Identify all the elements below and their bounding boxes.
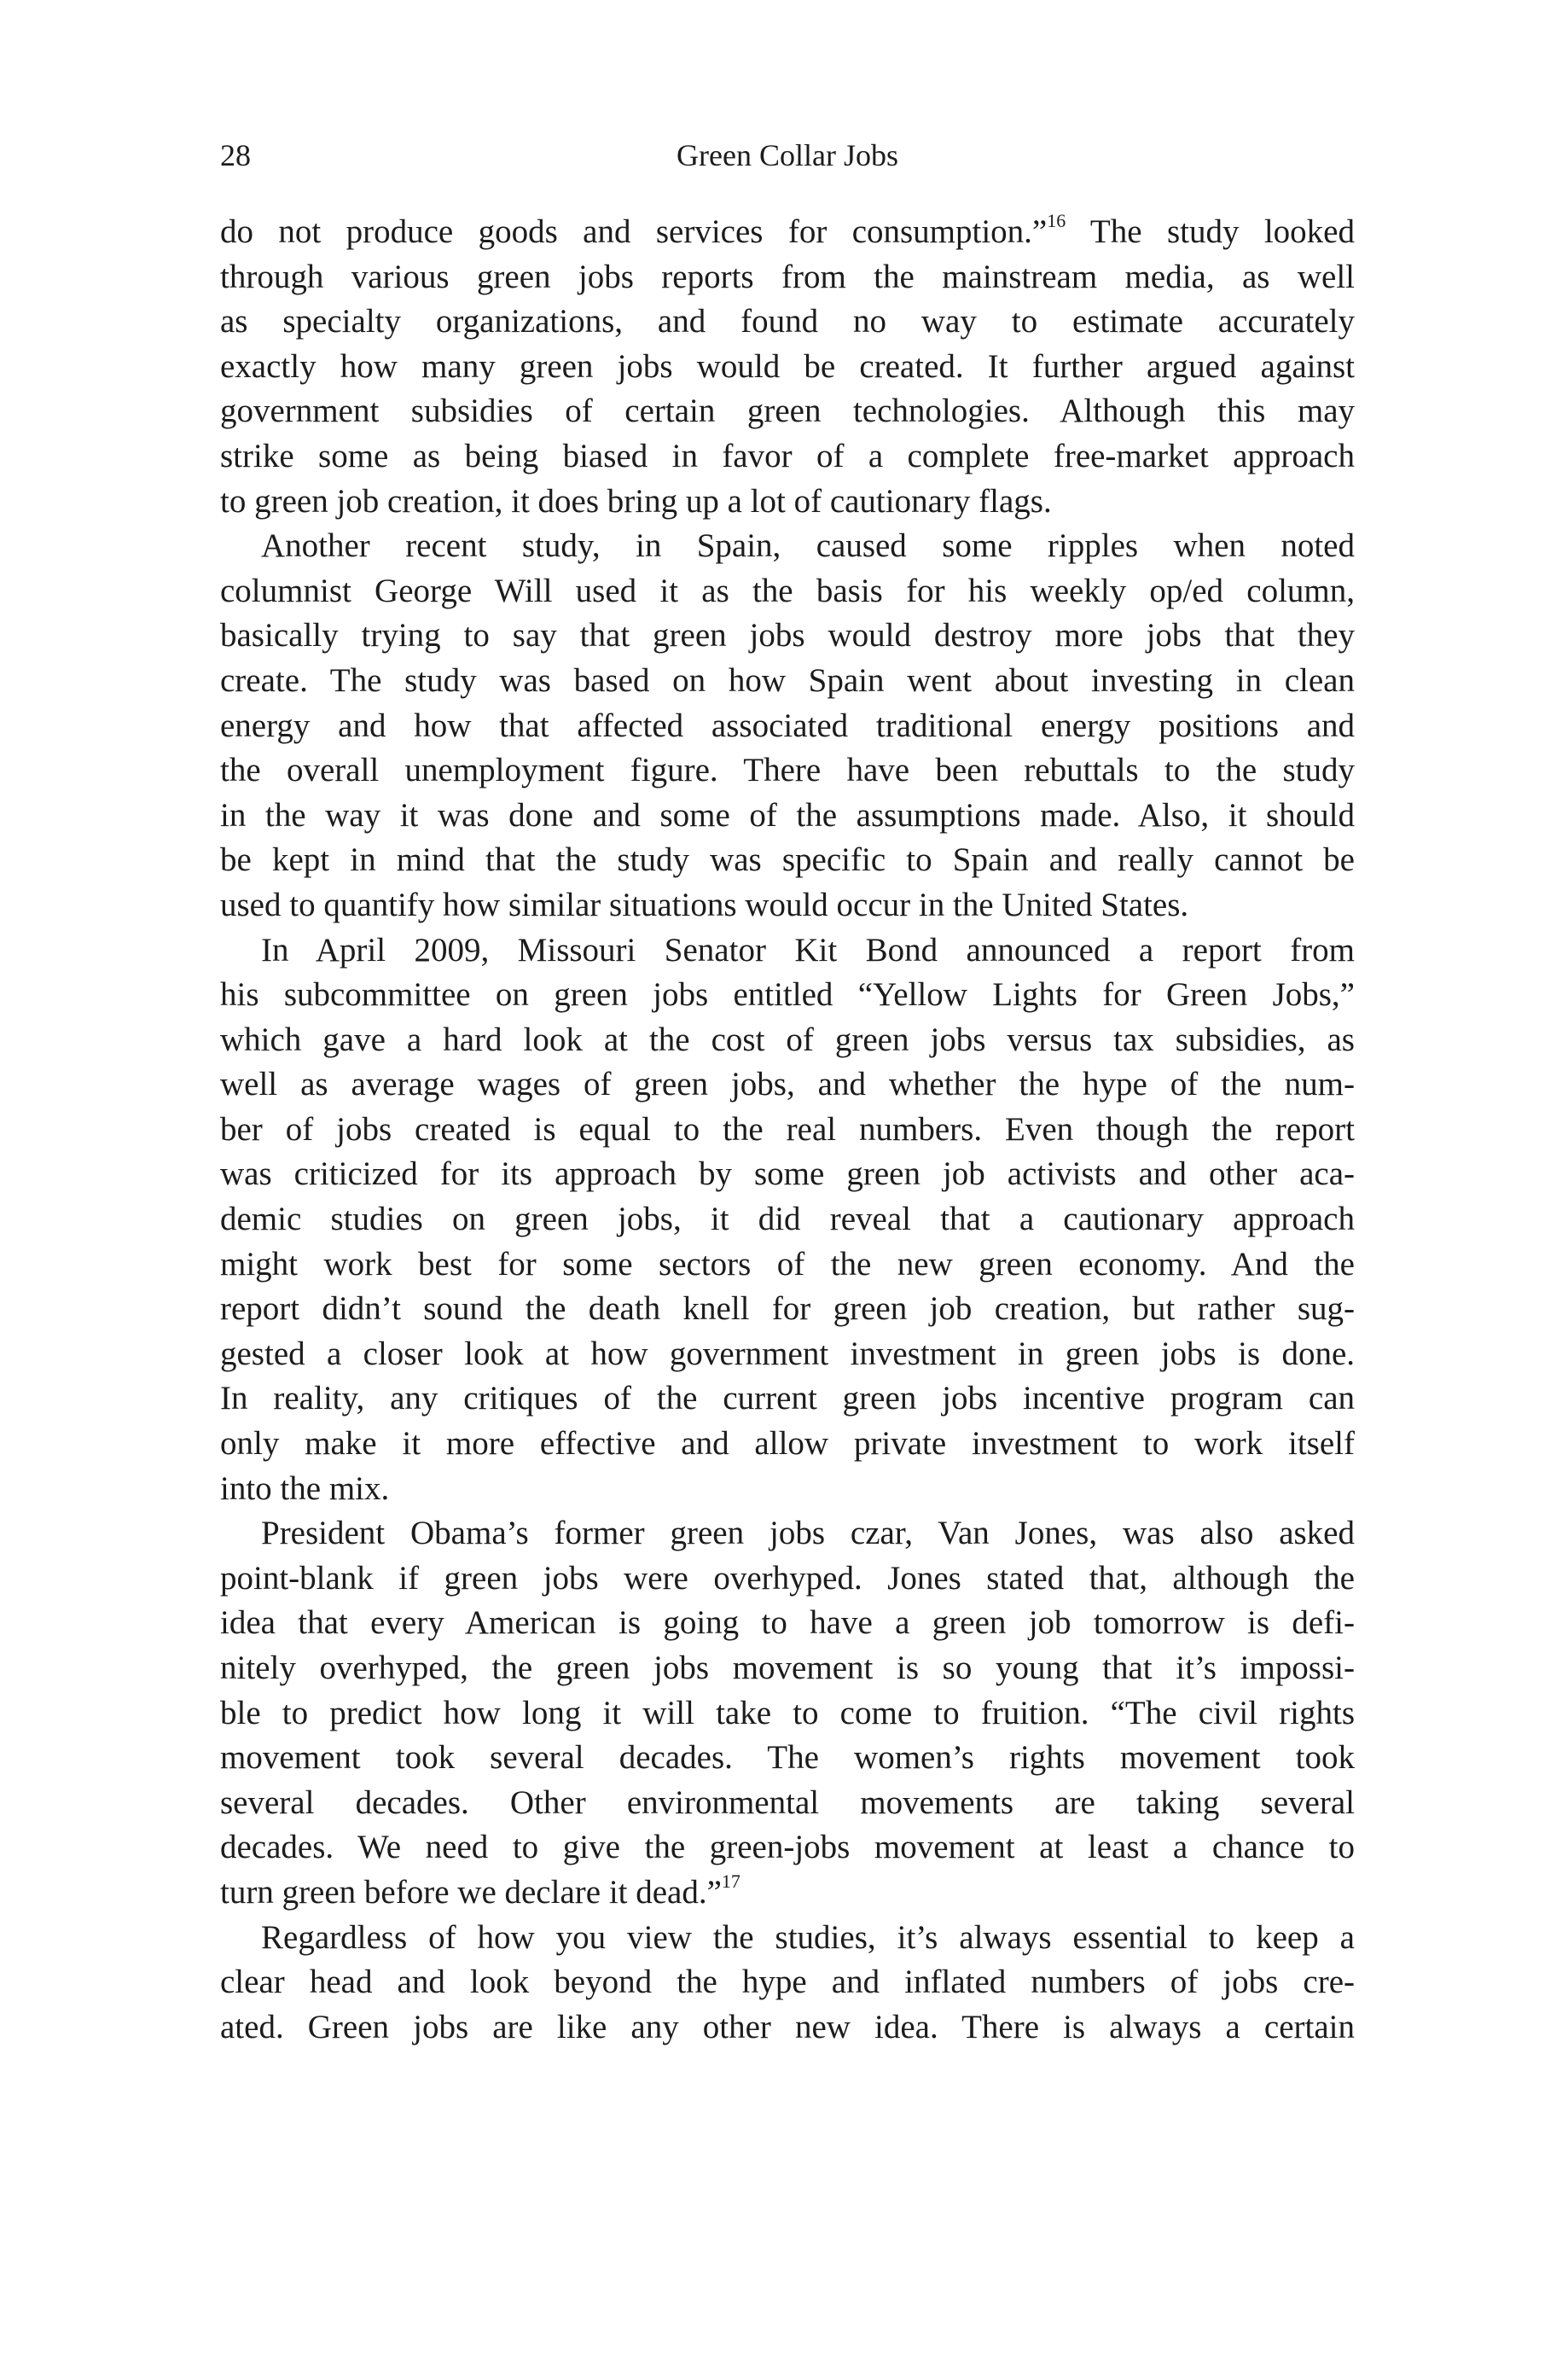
text-line: nitely overhyped, the green jobs movement is so young that it’s impossi-: [220, 1649, 1355, 1686]
body-text: [220, 210, 1355, 2050]
text-line: might work best for some sectors of the new green economy. And the: [220, 1245, 1355, 1283]
paragraph: [220, 524, 1355, 928]
text-line: was criticized for its approach by some green job activists and other aca-: [220, 1155, 1355, 1193]
text-line: in the way it was done and some of the assumptions made. Also, it should: [220, 796, 1355, 834]
text-line: the overall unemployment figure. There have been rebuttals to the study: [220, 752, 1355, 789]
paragraph: [220, 210, 1355, 524]
text-line: through various green jobs reports from the mainstream media, as well: [220, 258, 1355, 295]
text-line: basically trying to say that green jobs would destroy more jobs that they: [220, 617, 1355, 655]
text-line: well as average wages of green jobs, and whether the hype of the num-: [220, 1066, 1355, 1103]
text-line: decades. We need to give the green-jobs movement at least a chance to: [220, 1829, 1355, 1866]
text-line: strike some as being biased in favor of a complete free-market approach: [220, 437, 1355, 474]
text-line: movement took several decades. The women’s rights movement took: [220, 1739, 1355, 1777]
text-line: create. The study was based on how Spain went about investing in clean: [220, 661, 1355, 699]
text-line: Regardless of how you view the studies, it’s always essential to keep a: [261, 1918, 1355, 1956]
text-line: used to quantify how similar situations would occur in the United States.: [220, 886, 1189, 923]
text-line: President Obama’s former green jobs czar, Van Jones, was also asked: [261, 1515, 1355, 1552]
text-line: turn green before we declare it dead.”$^{17}$: [220, 1870, 740, 1911]
text-line: In April 2009, Missouri Senator Kit Bond announced a report from: [261, 931, 1355, 969]
text-line: as specialty organizations, and found no way to estimate accurately: [220, 303, 1355, 340]
text-line: In reality, any critiques of the current green jobs incentive program can: [220, 1380, 1355, 1417]
text-line: report didn’t sound the death knell for green job creation, but rather sug-: [220, 1290, 1355, 1328]
text-line: into the mix.: [220, 1469, 390, 1507]
text-line: idea that every American is going to have a green job tomorrow is defi-: [220, 1604, 1355, 1642]
page-number: 28: [220, 138, 251, 172]
text-line: ble to predict how long it will take to come to fruition. “The civil rights: [220, 1694, 1355, 1731]
text-line: exactly how many green jobs would be created. It further argued against: [220, 347, 1355, 385]
text-line: to green job creation, it does bring up a lot of cautionary flags.: [220, 482, 1052, 520]
text-line: do not produce goods and services for consumption.”$^{16}$ The study looked: [220, 210, 1355, 250]
running-title: Green Collar Jobs: [677, 138, 898, 172]
paragraph: [220, 1511, 1355, 1915]
text-line: be kept in mind that the study was specific to Spain and really cannot be: [220, 841, 1355, 879]
text-line: Another recent study, in Spain, caused some ripples when noted: [261, 527, 1355, 565]
text-line: ber of jobs created is equal to the real numbers. Even though the report: [220, 1110, 1355, 1148]
text-line: gested a closer look at how government investment in green jobs is done.: [220, 1335, 1355, 1372]
paragraph: [220, 1916, 1355, 2051]
text-line: which gave a hard look at the cost of green jobs versus tax subsidies, as: [220, 1021, 1355, 1058]
text-line: his subcommittee on green jobs entitled “Yellow Lights for Green Jobs,”: [220, 976, 1355, 1014]
text-line: government subsidies of certain green technologies. Although this may: [220, 393, 1355, 430]
running-head: [220, 135, 1355, 176]
text-line: energy and how that affected associated traditional energy positions and: [220, 707, 1355, 744]
text-line: several decades. Other environmental movements are taking several: [220, 1783, 1355, 1821]
text-line: columnist George Will used it as the basis for his weekly op/ed column,: [220, 572, 1355, 609]
text-line: clear head and look beyond the hype and inflated numbers of jobs cre-: [220, 1964, 1355, 2001]
footnote-ref: 17: [721, 1870, 740, 1892]
text-line: point-blank if green jobs were overhyped. Jones stated that, although the: [220, 1559, 1355, 1597]
paragraph: [220, 928, 1355, 1512]
text-line: demic studies on green jobs, it did reveal that a cautionary approach: [220, 1201, 1355, 1238]
text-line: only make it more effective and allow private investment to work itself: [220, 1425, 1355, 1463]
text-line: ated. Green jobs are like any other new idea. There is always a certain: [220, 2008, 1355, 2045]
footnote-ref: 16: [1047, 210, 1066, 231]
